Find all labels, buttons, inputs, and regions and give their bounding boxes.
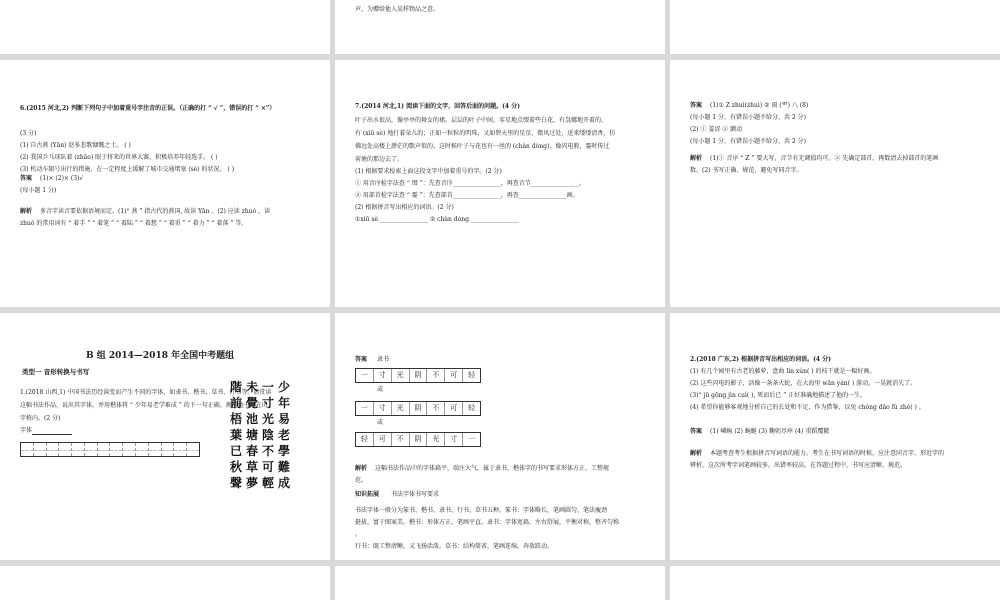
answer-char: 轻	[356, 433, 374, 446]
page-question-6	[0, 60, 330, 307]
explanation-text: 多音字读音要依据语境而定。(1)“ 燕 ” 指古代的燕国, 故读 Yān 。(2) 应读 zhuó 。读	[40, 208, 271, 215]
explanation-label: 解析	[690, 155, 703, 162]
or-mark: 或	[377, 386, 384, 393]
answer-char: 光	[392, 369, 410, 382]
answer-char: 阴	[410, 369, 428, 382]
calligraphy-line: 階未一少	[230, 380, 295, 394]
page-question-b2	[670, 313, 1000, 560]
page-group-b	[0, 313, 330, 560]
group-heading: B 组 2014—2018 年全国中考题组	[86, 351, 235, 361]
grid-cell[interactable]	[34, 443, 47, 456]
answer-text: (2) ① 羞涩 ② 颤动	[690, 126, 743, 133]
knowledge-text: 行书：既工整清晰，又飞扬活泼。草书：结构简省，笔画连绵，奔放跃动。	[355, 543, 554, 550]
calligraphy-line: 葉塘陰老	[230, 428, 295, 442]
answer-char: 光	[427, 433, 445, 446]
passage-line: 荷塘的那边去了。	[355, 156, 404, 163]
answer-text: (1)× (2)× (3)√	[40, 175, 84, 182]
sub-question: (2) 根据拼音写出相应的词语。(2 分)	[355, 204, 454, 211]
sub-question: (3)“ jū gōng jìn cuì( ), 死而后已 ” 正好准确地描述了他的一生。	[690, 392, 867, 399]
explanation-text: (1)① 音序 “ Z ” 要大写，音节有无调值均可。② 先确定部首，再数清去掉部首的笔画	[710, 155, 939, 162]
question-text: 7.(2014 河北,1) 阅读下面的文字，回答后面的问题。(4 分)	[355, 103, 521, 110]
knowledge-text: 挺拔，富于图案美。楷书：形体方正，笔画平直。隶书：字体宽扁，左右舒展，平衡对称，整齐匀称	[355, 519, 620, 526]
font-answer-blank[interactable]	[32, 428, 72, 435]
question-text: 6.(2015 河北,2) 判断下列句子中加着重号字注音的正误。（正确的打 “ √ ”，错误的打 “ ×”）	[20, 105, 276, 112]
sub-question: (1) 自古燕 (Yān) 赵多悲歌慷慨之士。 ( )	[20, 142, 131, 149]
sub-question: ①xiū sè ________________ ② chàn dòng ________________	[355, 216, 519, 223]
sub-question: (1) 根据要求检索上面这段文字中加着重号的字。(2 分)	[355, 168, 502, 175]
answer-char: 阴	[410, 433, 428, 446]
answer-text: 隶书	[377, 356, 390, 363]
grid-cell[interactable]	[98, 443, 111, 456]
knowledge-text: 书法字体一般分为篆书、楷书、隶书、行书、草书五种。篆书：字体略长，笔画圆匀，笔法瘦劲	[355, 507, 608, 514]
answer-char: 不	[392, 433, 410, 446]
explanation-text: 数。(2) 书写正确、规范，避免写同音字。	[690, 167, 803, 174]
grid-cell[interactable]	[72, 443, 85, 456]
passage-line: 有 (xiū sè) 地打着朵儿的；正如一粒粒的明珠，又如碧天里的星星，微风过处，送来缕缕清香，仿	[355, 130, 616, 137]
text-line: 声，为赠给他人某样物品之意。	[355, 6, 440, 13]
answer-label: 答案	[355, 356, 368, 363]
grid-cell[interactable]	[187, 443, 199, 456]
score-text: (3 分)	[20, 130, 37, 137]
grid-cell[interactable]	[59, 443, 72, 456]
page-answer-b1	[335, 313, 665, 560]
sub-question: (2) 这些闪电的影子，活像一条条火蛇，在大海里 wān yán( ) 游动，一晃就消失了。	[690, 380, 917, 387]
passage-line: 叶子出水很高，像亭亭的舞女的裙。层层的叶子中间，零星地点缀着些白花，有袅娜地开着的，	[355, 117, 608, 124]
knowledge-title: 书法字体书写要求	[391, 491, 440, 498]
answer-char: 阴	[410, 402, 428, 415]
grid-cell[interactable]	[47, 443, 60, 456]
knowledge-text: 。	[355, 531, 362, 538]
score-text: (每小题 1 分，有错误小题不给分，共 2 分)	[690, 138, 806, 145]
sub-question: ① 用音序检字法查 “ 缀 ”：先查音序________________，再查音节________________。	[355, 180, 585, 187]
calligraphy-line: 已春不學	[230, 444, 295, 458]
answer-char: 一	[468, 435, 476, 443]
page-question-7	[335, 60, 665, 307]
or-mark: 或	[377, 419, 384, 426]
sub-question: ② 用部首检字法查 “ 霎 ”：先查部首________________，再查________________画。	[355, 192, 579, 199]
passage-line: 佛远处高楼上渺茫的歌声似的。这时候叶子与花也有一丝的 (chàn dòng)，像闪电般，霎时传过	[355, 143, 610, 150]
page-bottom-middle	[335, 566, 665, 600]
page-top-right	[670, 0, 1000, 54]
answer-char: 一	[356, 369, 374, 382]
explanation-text: 辨析，这次所考字词笔画较多，出错率较高，在答题过程中，书写应清晰、规范。	[690, 462, 907, 469]
calligraphy-line: 前覺寸年	[230, 396, 295, 410]
answer-char-row	[355, 432, 481, 447]
explanation-text: 范。	[355, 477, 368, 484]
answer-char: 可	[445, 402, 463, 415]
answer-text: (1) 嶙峋 (2) 蜿蜒 (3) 鞠躬尽瘁 (4) 重蹈覆辙	[710, 428, 830, 435]
answer-char: 不	[427, 369, 445, 382]
answer-char: 光	[392, 402, 410, 415]
answer-char: 可	[445, 369, 463, 382]
grid-cell[interactable]	[85, 443, 98, 456]
answer-char-row	[355, 401, 481, 416]
answer-char: 寸	[374, 369, 392, 382]
answer-char: 寸	[445, 433, 463, 446]
score-text: (每小题 1 分，有错误小题不给分，共 2 分)	[690, 114, 806, 121]
calligraphy-line: 秋草可難	[230, 460, 295, 474]
page-top-left	[0, 0, 330, 54]
calligraphy-line: 梧池光易	[230, 412, 295, 426]
question-text: 2.(2018 广东,2) 根据拼音写出相应的词语。(4 分)	[690, 356, 832, 363]
font-field-label: 字体	[20, 427, 33, 434]
answer-char: 轻	[468, 404, 476, 412]
question-text: 字格内。(2 分)	[20, 415, 61, 422]
grid-cell[interactable]	[162, 443, 175, 456]
explanation-label: 解析	[690, 450, 703, 457]
field-label	[20, 427, 72, 435]
knowledge-label: 知识拓展	[355, 491, 380, 498]
explanation-label: 解析	[355, 465, 368, 472]
sub-question: (2) 我国乒乓球队着 (zhāo) 眼于将来的世界大赛，积极培养年轻选手。 ( )	[20, 154, 218, 161]
grid-cell[interactable]	[136, 443, 149, 456]
grid-cell[interactable]	[149, 443, 162, 456]
answer-char: 可	[374, 433, 392, 446]
answer-label: 答案	[20, 175, 33, 182]
explanation-label: 解析	[20, 208, 33, 215]
answer-label: 答案	[690, 102, 703, 109]
explanation-text: zhuó 的常用词有 “ 着手 ” “ 着笔 ” “ 着陆 ” “ 着想 ” “ 着重 ” “ 着力 ” “ 着落 ” 等。	[20, 220, 248, 227]
answer-label: 答案	[690, 428, 703, 435]
explanation-text: 本题考查考生根据拼音写词语的能力。考生在书写词语的时候，应注意同音字、形近字的	[710, 450, 945, 457]
page-bottom-right	[670, 566, 1000, 600]
score-text: (每小题 1 分)	[20, 187, 57, 194]
calligraphy-line: 聲夢輕成	[230, 476, 295, 490]
explanation-text: 这幅书法作品中的字体扁平，端庄大气，属于隶书，楷体字的书写要求形体方正、工整规	[375, 465, 610, 472]
answer-char: 轻	[468, 371, 476, 379]
tianzige-grid[interactable]	[20, 442, 200, 457]
answer-char: 寸	[374, 402, 392, 415]
answer-char: 不	[427, 402, 445, 415]
sub-question: (1) 有几个园里有古老的藤萝，盘曲 lín xún( ) 的枝干就是一幅好画。	[690, 368, 876, 375]
sub-question: (4) 希望你能够客观地分析自己的长处和不足，作为借鉴，以免 chóng dǎo fù zhé( ) 。	[690, 404, 925, 411]
grid-cell[interactable]	[110, 443, 123, 456]
page-answer-7	[670, 60, 1000, 307]
answer-char-row	[355, 368, 481, 383]
question-text: 这幅书法作品，说出其字体，并用楷体将 “ 少年易老学难成 ” 的下一句正确、规范地书写在田	[20, 402, 268, 409]
type-heading: 类型一 音形转换与书写	[22, 368, 90, 376]
grid-cell[interactable]	[174, 443, 187, 456]
grid-cell[interactable]	[21, 443, 34, 456]
grid-cell[interactable]	[123, 443, 136, 456]
page-bottom-left	[0, 566, 330, 600]
answer-char: 一	[356, 402, 374, 415]
sub-question: (3) 机动车限号出行的措施，在一定程度上缓解了城市交通堵塞 (sè) 的状况。 ( )	[20, 166, 235, 173]
answer-text: (1)① Z zhuì(zhui) ② 雨 (⻗) 八 (8)	[710, 102, 809, 109]
page-top-middle	[335, 0, 665, 54]
question-text: 1.(2018 山西,1) 中国书法历经演变而产生不同的字体，如隶书、楷书、草书、行书等。请赏读	[20, 389, 272, 396]
